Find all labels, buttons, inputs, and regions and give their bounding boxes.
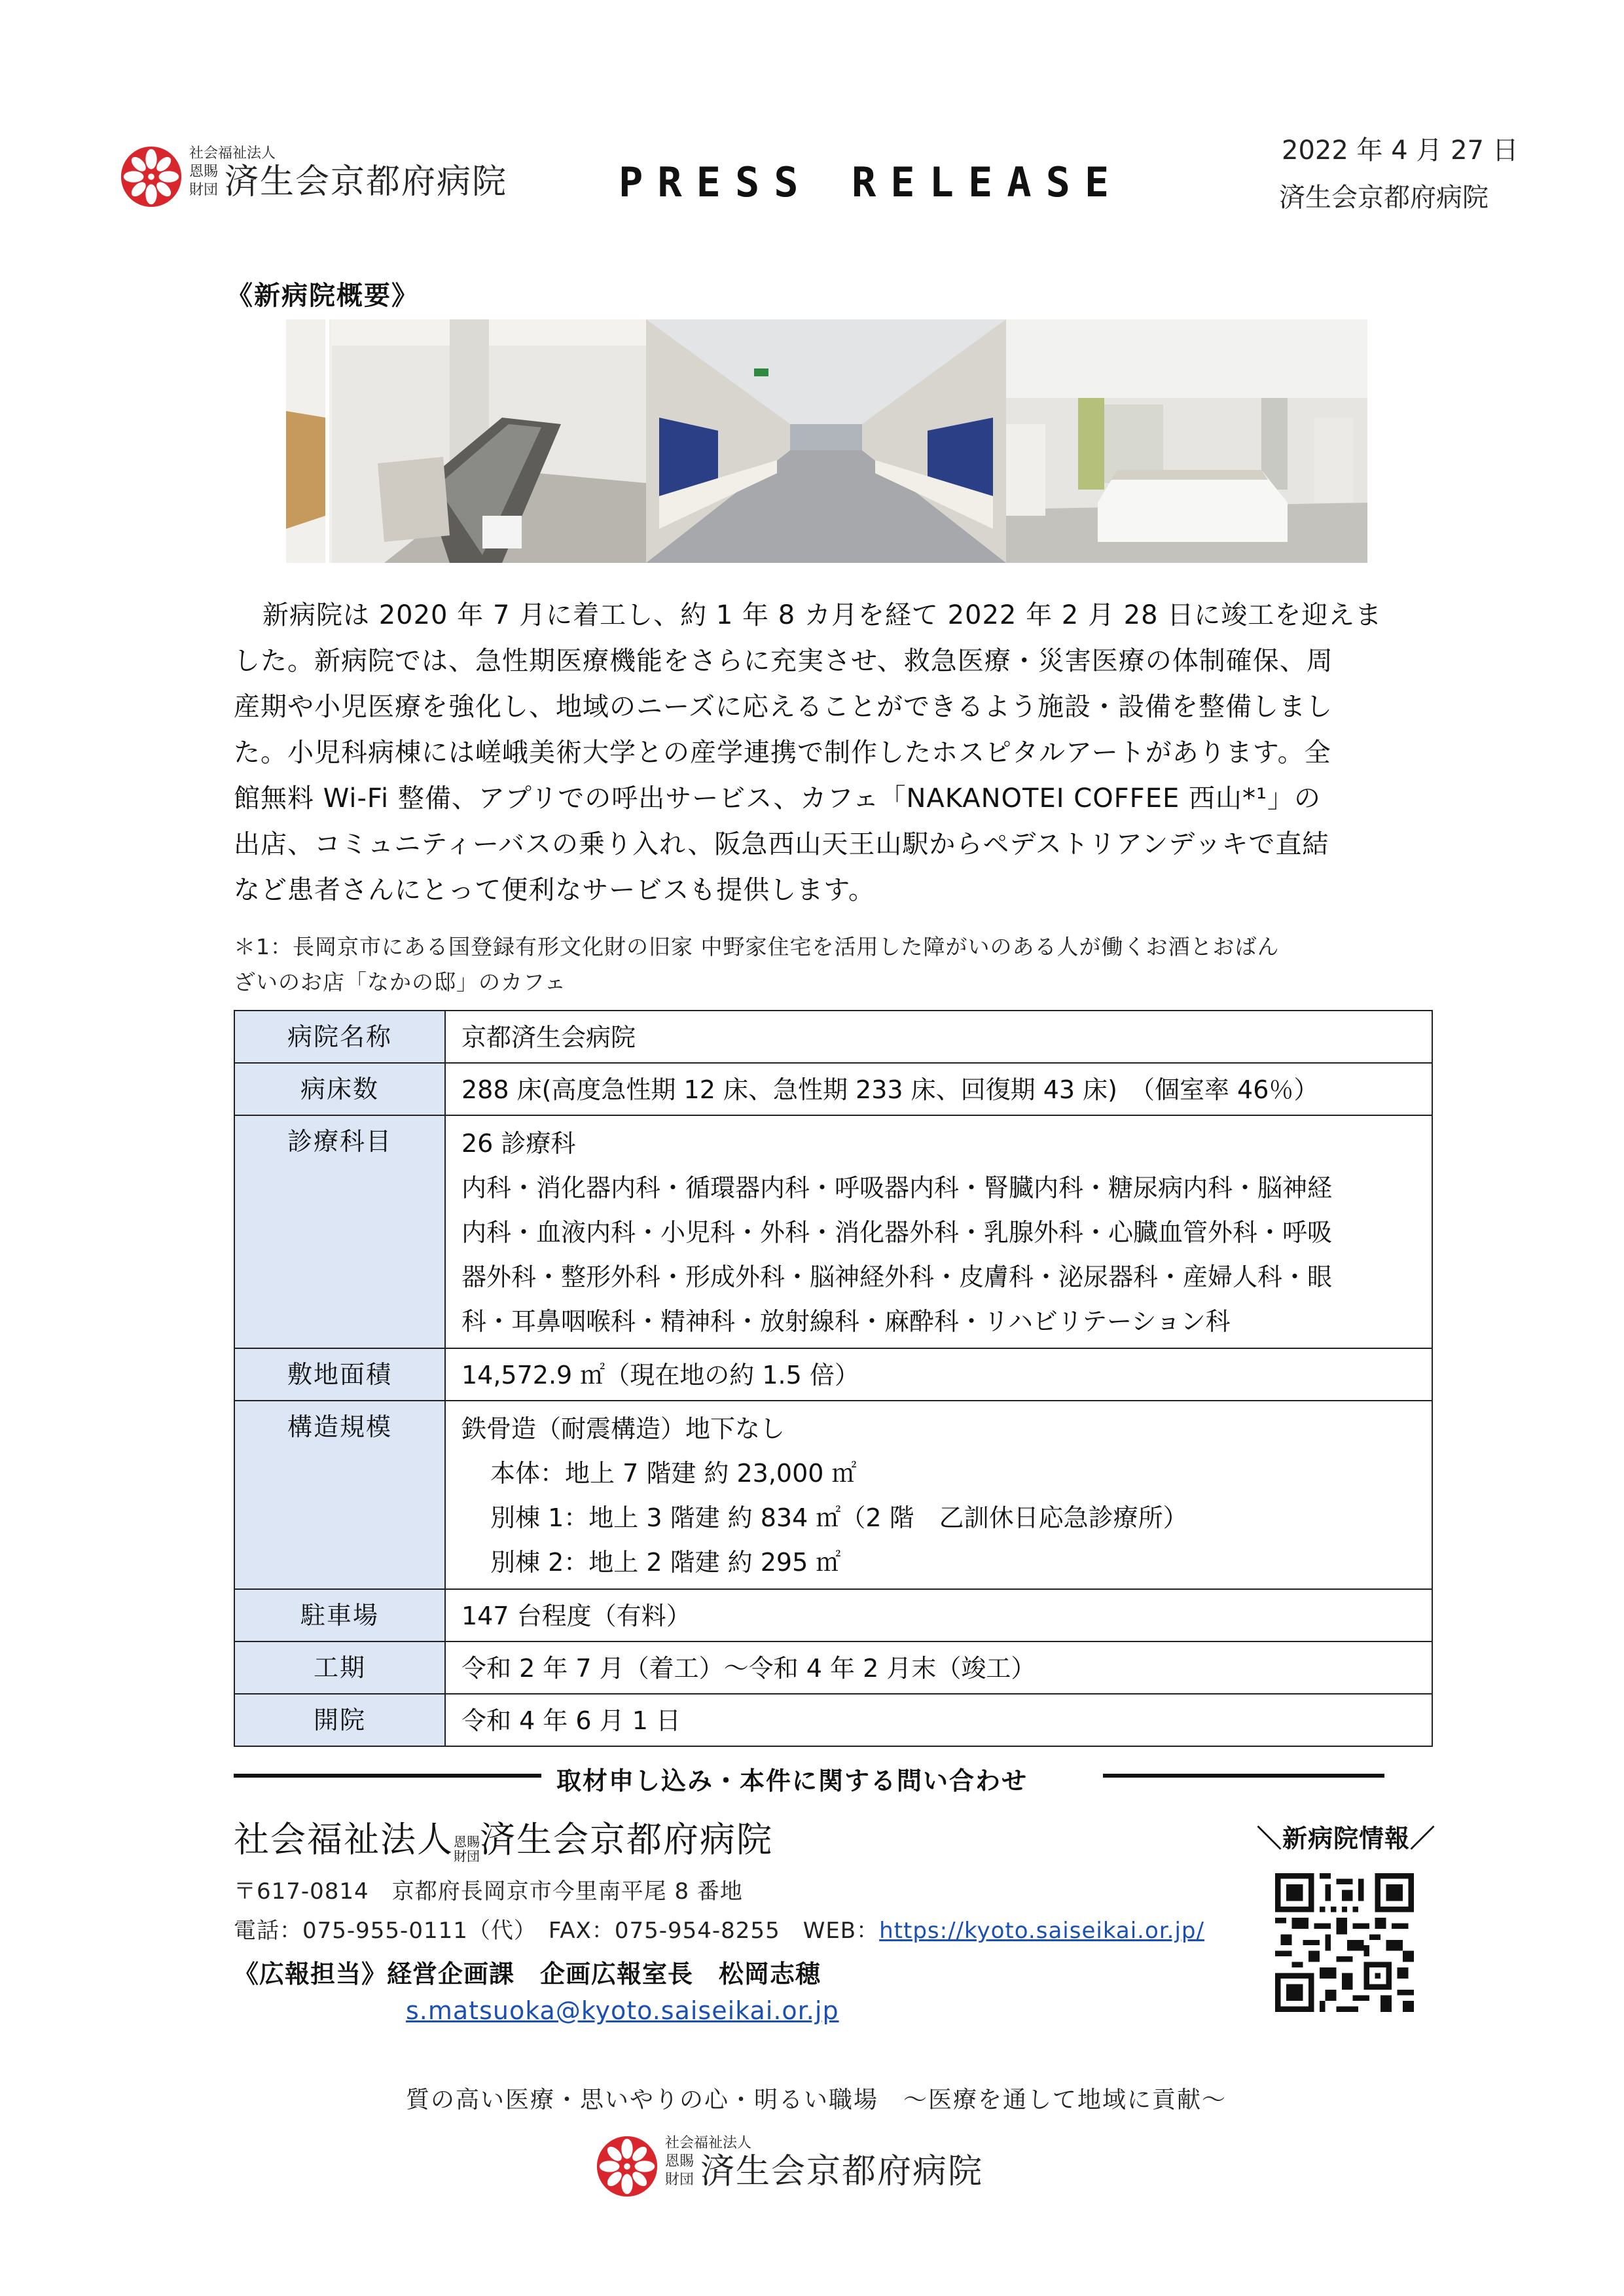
pr-contact: 《広報担当》経営企画課 企画広報室長 松岡志穂 [234,1960,821,1988]
row-label-beds: 病床数 [234,1063,445,1115]
section-title: 《新病院概要》 [226,281,419,311]
footer-logo-zaidan: 財団 [665,2172,695,2188]
contact-phone-line [234,1912,1204,1945]
website-link[interactable]: https://kyoto.saiseikai.or.jp/ [879,1918,1204,1944]
row-label-period: 工期 [234,1641,445,1694]
release-date: 2022 年 4 月 27 日 [1282,135,1519,166]
logo-onshi: 恩賜 [189,164,219,180]
intro-line: 出店、コミュニティーバスの乗り入れ、阪急西山天王山駅からペデストリアンデッキで直結 [234,829,1329,859]
intro-line: 産期や小児医療を強化し、地域のニーズに応えることができるよう施設・設備を整備しまし [234,692,1333,722]
footer-logo-onshi: 恩賜 [665,2153,695,2170]
row-label-name: 病院名称 [234,1011,445,1063]
row-label-structure: 構造規模 [234,1401,445,1589]
structure-line: 別棟 2：地上 2 階建 約 295 ㎡ [490,1548,841,1577]
contact-heading: 取材申し込み・本件に関する問い合わせ [556,1767,1028,1795]
saiseikai-logo-icon [596,2135,659,2198]
page-title: PRESS RELEASE [619,158,1124,206]
photo-escalator [286,319,646,563]
row-value-beds: 288 床(高度急性期 12 床、急性期 233 床、回復期 43 床) （個室率 46％） [445,1063,1432,1115]
contact-rule-left [234,1774,541,1778]
logo-hospital-name: 済生会京都府病院 [225,162,508,202]
intro-paragraph [234,592,1418,913]
table-row [234,1641,1432,1694]
table-row [234,1011,1432,1063]
contact-rule-right [1103,1774,1384,1778]
row-value-structure [445,1401,1432,1589]
row-value-site: 14,572.9 ㎡（現在地の約 1.5 倍） [445,1348,1432,1401]
intro-line: した。新病院では、急性期医療機能をさらに充実させ、救急医療・災害医療の体制確保、周 [234,646,1333,676]
table-row [234,1589,1432,1641]
email-link[interactable]: s.matsuoka@kyoto.saiseikai.or.jp [406,1996,839,2025]
depts-line: 科・耳鼻咽喉科・精神科・放射線科・麻酔科・リハビリテーション科 [461,1307,1231,1336]
row-label-opening: 開院 [234,1694,445,1746]
row-value-period: 令和 2 年 7 月（着工）～令和 4 年 2 月末（竣工） [445,1641,1432,1694]
row-value-depts [445,1115,1432,1348]
depts-line: 内科・血液内科・小児科・外科・消化器外科・乳腺外科・心臓血管外科・呼吸 [461,1218,1333,1247]
contact-org-onshi: 恩賜 [454,1833,480,1850]
structure-line: 別棟 1：地上 3 階建 約 834 ㎡（2 階 乙訓休日応急診療所） [490,1503,1188,1532]
footer-logo-hospital-name: 済生会京都府病院 [700,2152,984,2191]
footer-motto: 質の高い医療・思いやりの心・明るい職場 ～医療を通して地域に貢献～ [406,2087,1227,2113]
depts-line: 器外科・整形外科・形成外科・脳神経外科・皮膚科・泌尿器科・産婦人科・眼 [461,1263,1333,1291]
contact-org-zaidan: 財団 [454,1848,480,1864]
intro-line: 新病院は 2020 年 7 月に着工し、約 1 年 8 カ月を経て 2022 年 2 月 28 日に竣工を迎えま [262,600,1382,630]
table-row [234,1115,1432,1348]
footnote-line: ざいのお店「なかの邸」のカフェ [234,969,567,995]
footer-logo [596,2135,1054,2207]
contact-phone: 電話：075-955-0111（代） FAX：075-954-8255 WEB： [234,1918,880,1944]
table-row [234,1401,1432,1589]
row-label-depts: 診療科目 [234,1115,445,1348]
saiseikai-logo-icon [120,145,183,208]
photo-nurse-station [1006,319,1367,563]
contact-org-prefix: 社会福祉法人 [234,1819,454,1860]
contact-org-name: 済生会京都府病院 [480,1819,773,1860]
row-value-parking: 147 台程度（有料） [445,1589,1432,1641]
release-issuer: 済生会京都府病院 [1279,183,1489,213]
table-row [234,1063,1432,1115]
row-label-site: 敷地面積 [234,1348,445,1401]
row-value-name: 京都済生会病院 [445,1011,1432,1063]
contact-address: 〒617-0814 京都府長岡京市今里南平尾 8 番地 [234,1878,743,1905]
table-row [234,1694,1432,1746]
footnote [234,929,1438,1000]
header-logo [120,145,578,217]
contact-org-onshi-zaidan [454,1835,480,1863]
intro-line: など患者さんにとって便利なサービスも提供します。 [234,875,875,905]
table-row [234,1348,1432,1401]
footnote-line: ＊1：長岡京市にある国登録有形文化財の旧家 中野家住宅を活用した障がいのある人が働くお酒とおばん [234,934,1280,960]
row-value-opening: 令和 4 年 6 月 1 日 [445,1694,1432,1746]
qr-code[interactable] [1275,1873,1414,2012]
logo-org-type: 社会福祉法人 [189,145,276,162]
footer-logo-org-type: 社会福祉法人 [665,2135,752,2151]
depts-line: 内科・消化器内科・循環器内科・呼吸器内科・腎臓内科・糖尿病内科・脳神経 [461,1174,1333,1202]
contact-org [234,1812,773,1863]
logo-zaidan: 財団 [189,182,219,198]
photo-strip [286,319,1367,563]
intro-line: 館無料 Wi-Fi 整備、アプリでの呼出サービス、カフェ「NAKANOTEI COFFEE 西山*¹」の [234,783,1321,814]
hospital-overview-table [234,1010,1433,1747]
photo-corridor [646,319,1006,563]
qr-label: ＼新病院情報／ [1257,1824,1436,1853]
row-label-parking: 駐車場 [234,1589,445,1641]
depts-count: 26 診療科 [461,1129,576,1158]
qr-code-icon [1275,1873,1414,2012]
structure-line: 本体：地上 7 階建 約 23,000 ㎡ [490,1459,857,1488]
intro-line: た。小児科病棟には嵯峨美術大学との産学連携で制作したホスピタルアートがあります。全 [234,738,1331,768]
structure-line: 鉄骨造（耐震構造）地下なし [461,1414,785,1443]
